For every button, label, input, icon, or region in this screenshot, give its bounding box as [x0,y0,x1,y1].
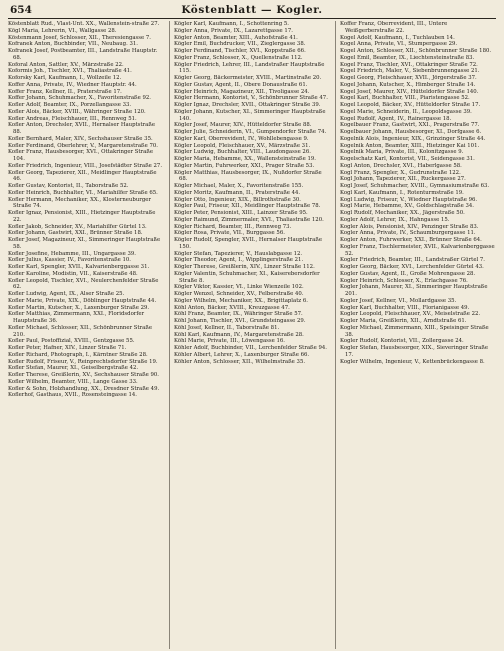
directory-entry: Kofler Friedrich, Ingenieur, VIII., Josefstädter Straße 27. [8,162,163,169]
directory-entry: Kögler Friedrich, Lehrer, III., Landstraßer Hauptstraße 115. [174,61,325,75]
directory-entry: Kofler Josefine, Hebamme, III., Ungargasse 39. [8,250,136,257]
directory-entry: Kögler Raimund, Zimmermaler, XVI., Thaliastraße 120. [174,216,324,223]
directory-entry: Kofler Wilhelm, Beamter, VIII., Lange Gasse 33. [8,378,138,385]
directory-columns [8,21,496,649]
running-head: Köstenblatt — Kogler. [181,4,323,16]
directory-entry: Kögler Wilhelm, Mechaniker, XX., Brigittaplatz 6. [174,297,308,304]
directory-entry: Kogler Adolf, Lehrer, IX., Hahngasse 15. [340,216,450,223]
directory-entry: Kogel Josef, Maurer, XIV., Hütteldorfer Straße 140. [340,88,479,95]
directory-entry: Kofler Julius, Kassier, IV., Favoritenstraße 10. [8,257,131,264]
directory-entry: Kogl Franz, Spengler, X., Gudrunstraße 122. [340,169,461,176]
directory-entry: Köhl Johann, Tischler, XVI., Grundsteingasse 29. [174,318,306,324]
directory-entry: Kogelnik Alois, Ingenieur, XIX., Grinzinger Straße 44. [340,135,486,142]
directory-column-3 [335,21,496,649]
directory-entry: Kogler Michael, Zimmermann, XIII., Speisinger Straße 38. [340,324,489,338]
directory-entry: Köhler Anton, Schlosser, XII., Wilhelmstraße 35. [174,358,306,365]
directory-entry: Kofler Jakob, Schneider, XV., Mariahilfer Gürtel 13. [8,223,147,230]
directory-entry: Koformis Joh., Tischler, XVI., Thaliastraße 41. [8,68,132,75]
directory-entry: Kofler Richard, Photograph, I., Kärntner Straße 28. [8,351,148,358]
directory-entry: Kofler Ignaz, Pensionist, XIII., Hietzinger Hauptstraße 22. [8,210,156,223]
directory-entry: Kögler Stefan, Tapezierer, V., Hauslabgasse 12. [174,250,303,257]
directory-entry: Kögler Matthias, Hausbesorger, IX., Nußdorfer Straße 68. [174,169,322,183]
directory-entry: Kögler Johann, Kutscher, XI., Simmeringer Hauptstraße 140. [174,108,326,122]
directory-entry: Kogler Leopold, Fleischhauer, XV., Meiselstraße 22. [340,311,481,318]
directory-entry: Kofler Marie, Private, XIX., Döblinger Hauptstraße 44. [8,297,157,304]
directory-entry: Kögler Martin, Fuhrwerker, XXI., Prager Straße 53. [174,162,315,169]
directory-entry: Kogel Anna, Private, VI., Stumpergasse 29. [340,41,458,48]
directory-entry: Kofranek Anton, Buchbinder, VII., Neubaug. 31. [8,41,138,48]
directory-entry: Koflerhof, Gasthaus, XVII., Rosensteingasse 14. [8,392,137,399]
directory-entry: Kögler Theodor, Agent, I., Wipplingerstraße 21. [174,257,304,264]
directory-entry: Kogler Alois, Pensionist, XIV., Penzinger Straße 83. [340,223,479,230]
directory-entry: Kogler Wilhelm, Ingenieur, V., Kettenbrückengasse 8. [340,358,485,365]
directory-entry: Kofler Therese, Greißlerin, XV., Sechshauser Straße 90. [8,372,159,378]
directory-entry: Kofler & Sohn, Holzhandlung, XX., Dresdner Straße 49. [8,385,160,392]
directory-entry: Kofler Peter, Hafner, XIV., Linzer Straße 71. [8,345,127,351]
directory-entry: Koffer Johann, Schuhmacher, X., Favoritenstraße 92. [8,95,151,102]
directory-entry: Kofler Karl, Spengler, XVII., Kalvarienberggasse 31. [8,264,150,270]
directory-entry: Kofler Anton, Drechsler, XVII., Hernalser Hauptstraße 88. [8,122,156,135]
directory-entry: Köstenmann Josef, Schlosser, XII., Theresiengasse 7. [8,34,151,41]
directory-entry: Köstenblatt Rud., Vlast-Unt. XX., Wallenstein-straße 27. [8,21,160,27]
directory-entry: Kogel Marie, Schneiderin, II., Leopoldsgasse 39. [340,108,472,115]
directory-entry: Kofler Hermann, Mechaniker, XX., Klosterneuburger Straße 74. [8,196,151,210]
directory-entry: Kofler Leopold, Tischler, XVI., Neulerchenfelder Straße 62. [8,277,159,291]
directory-entry: Kofler Karoline, Modistin, VII., Kaiserstraße 48. [8,270,138,277]
directory-entry: Köhl Josef, Kellner, II., Taborstraße 81. [174,324,280,331]
directory-entry: Kögler Anna, Private, IX., Lazarettgasse 17. [174,27,293,34]
directory-entry: Kögler Rosa, Private, VII., Burggasse 56. [174,230,285,237]
directory-entry: Kogel Johann, Kutscher, X., Himberger Straße 14. [340,81,476,88]
directory-entry: Kögler Moritz, Kaufmann, II., Praterstraße 44. [174,189,301,196]
directory-entry: Kogel Anton, Schlosser, XII., Schönbrunner Straße 180. [340,48,492,54]
directory-entry: Köhler Albert, Lehrer, X., Laxenburger Straße 66. [174,351,310,358]
directory-entry: Kogelnik Anton, Beamter, XIII., Hietzinger Kai 101. [340,142,480,149]
directory-entry: Köhl Marie, Private, III., Löwengasse 16. [174,338,285,345]
directory-entry: Kofler Adolf, Beamter, IX., Porzellangasse 33. [8,102,132,108]
directory-entry: Kofler Johann, Gastwirt, XXI., Brünner Straße 18. [8,230,143,237]
directory-entry: Kogel Karl, Buchhalter, VIII., Piaristengasse 52. [340,95,470,102]
directory-entry: Kögler Hermann, Kontorist, V., Schönbrunner Straße 47. [174,95,328,102]
directory-entry: Koffer Franz, Kellner, II., Praterstraße 17. [8,88,122,95]
directory-entry: Kögler Ignaz, Drechsler, XVII., Ottakringer Straße 39. [174,102,321,108]
directory-entry: Köhl Karl, Kaufmann, IV., Margaretenstraße 28. [174,331,304,338]
directory-entry: Kogl Johann, Tapezierer, XII., Ruckergasse 27. [340,176,466,183]
directory-entry: Kofler Rudolf, Friseur, V., Reinprechtsdorfer Straße 19. [8,358,158,365]
directory-entry: Kögler Franz, Schlosser, X., Quellenstraße 112. [174,54,303,61]
directory-entry: Kofler Franz, Hausbesorger, XVI., Ottakringer Straße 104. [8,149,154,162]
directory-entry: Kogler Anton, Fuhrwerker, XXI., Brünner Straße 64. [340,237,482,243]
directory-entry: Koforsky Karl, Kaufmann, I., Wollzeile 12. [8,75,122,81]
page-number: 654 [10,4,32,16]
directory-entry: Kofler Stefan, Maurer, XI., Geiselbergstraße 42. [8,365,139,372]
directory-entry: Koffer Franz, Oberrevident, III., Untere Weißgerberstraße 22. [340,21,448,34]
directory-entry: Kogler Karl, Buchhalter, VIII., Florianigasse 49. [340,304,470,311]
directory-entry: Kogler Friedrich, Beamter, III., Landstraßer Gürtel 7. [340,257,485,264]
directory-entry: Kofler Ludwig, Agent, IX., Alser Straße 25. [8,291,125,297]
directory-entry: Kögler Karl, Oberrevident, IV., Wohllebengasse 9. [174,135,309,142]
directory-entry: Kogler Georg, Bäcker, XVI., Lerchenfelder Gürtel 43. [340,264,484,270]
directory-entry: Kogelbauer Franz, Gastwirt, XXI., Pragerstraße 77. [340,122,480,129]
directory-entry: Kogel Leopold, Bäcker, XV., Hütteldorfer Straße 17. [340,102,481,108]
directory-entry: Kogel Emil, Beamter, IX., Liechtensteinstraße 83. [340,54,475,61]
directory-entry: Kogl Anton, Drechsler, XVI., Haberlgasse 58. [340,162,462,169]
directory-entry: Kogelnik Maria, Private, III., Kolonitzgasse 9. [340,149,464,156]
directory-entry: Kögler Gustav, Agent, II., Obere Donaustraße 61. [174,81,308,88]
directory-entry: Kogler Johann, Maurer, XI., Simmeringer Hauptstraße 201. [340,284,488,297]
directory-entry: Kofler Alois, Bäcker, XVIII., Währinger Straße 120. [8,108,146,115]
directory-entry: Kögler Richard, Beamter, III., Rennweg 73. [174,223,292,230]
directory-entry: Kogler Rudolf, Kontorist, VII., Zollergasse 24. [340,338,464,345]
directory-entry: Köhl Franz, Beamter, IX., Währinger Straße 57. [174,311,303,318]
directory-entry: Kogl Rudolf, Mechaniker, XX., Jägerstraße 50. [340,210,465,216]
directory-entry: Kögler Rudolf, Spengler, XVII., Hernalser Hauptstraße 150. [174,237,323,250]
directory-entry: Kögler Georg, Bäckermeister, XVIII., Martinstraße 20. [174,75,322,81]
directory-entry: Kofler Matthias, Zimmermann, XXI., Floridsdorfer Hauptstraße 36. [8,311,145,324]
directory-entry: Kofranek Josef, Postbeamter, III., Landstraße Hauptstr. 68. [8,48,158,61]
directory-entry: Kogler Gustav, Agent, II., Große Mohrengasse 28. [340,270,476,277]
directory-entry: Kogelschatz Karl, Kontorist, VII., Seidengasse 31. [340,156,475,162]
directory-entry: Kogler Stefan, Hausbesorger, XIX., Sieveringer Straße 17. [340,345,489,358]
directory-entry: Koforal Anton, Sattler, XV., Märzstraße 22. [8,61,124,68]
directory-entry: Kogel Georg, Fleischhauer, XVII., Jörgerstraße 37. [340,75,477,81]
directory-entry: Kogl Marie, Hebamme, XV., Goldschlagstraße 34. [340,203,474,210]
directory-entry: Kogl Ludwig, Friseur, V., Wiedner Hauptstraße 96. [340,196,478,203]
directory-entry: Kogel Franz, Tischler, XVI., Ottakringer Straße 72. [340,61,478,68]
directory-entry: Kögler Wenzel, Schneider, XV., Felberstraße 40. [174,291,304,297]
directory-entry: Kögler Ludwig, Buchhalter, VIII., Laudongasse 26. [174,149,311,156]
directory-entry: Kogel Friedrich, Maler, V., Siebenbrunnengasse 21. [340,68,480,75]
directory-entry: Kögler Karl, Kaufmann, I., Schottenring 5. [174,21,289,27]
directory-entry: Kogelbauer Johann, Hausbesorger, XI., Dorfgasse 6. [340,129,482,135]
directory-entry: Kögler Emil, Buchdrucker, VII., Zieglergasse 38. [174,41,306,48]
directory-entry: Kögler Julie, Schneiderin, VI., Gumpendorfer Straße 74. [174,129,327,135]
directory-entry: Kögler Paul, Friseur, XII., Meidlinger Hauptstraße 78. [174,203,321,210]
directory-entry: Kogler Heinrich, Schlosser, X., Erlachgasse 76. [340,277,468,284]
directory-entry: Kögler Leopold, Fleischhauer, XV., Märzstraße 31. [174,142,311,149]
directory-entry: Kogl Josef, Schuhmacher, XVIII., Gymnasiumstraße 63. [340,183,490,189]
directory-entry: Kofler Georg, Tapezierer, XII., Meidlinger Hauptstraße 46. [8,169,157,183]
directory-entry: Kögler Valentin, Schuhmacher, XI., Kaiserebersdorfer Straße 8. [174,270,320,284]
directory-entry: Kogler Anna, Private, IV., Schaumburgergasse 11. [340,230,476,237]
directory-entry: Kogl Karl, Kaufmann, I., Rotenturmstraße 19. [340,189,464,196]
directory-entry: Kögler Heinrich, Magazineur, XII., Tivoligasse 24. [174,88,310,95]
directory-entry: Kögler Viktor, Kassier, VI., Linke Wienzeile 102. [174,284,304,291]
directory-entry: Kofler Ferdinand, Oberlehrer, V., Margaretenstraße 70. [8,142,158,149]
directory-entry: Köhl Anton, Bäcker, XVIII., Kreuzgasse 47. [174,304,290,311]
directory-entry: Kögler Peter, Pensionist, XIII., Lainzer Straße 95. [174,210,308,216]
directory-entry: Kofler Andreas, Fleischhauer, III., Rennweg 51. [8,115,137,122]
directory-entry: Kögl Maria, Lehrerin, VI., Wallgasse 28. [8,27,117,34]
directory-entry: Kofler Michael, Schlosser, XII., Schönbrunner Straße 210. [8,324,153,338]
directory-entry: Kofler Martin, Kutscher, X., Laxenburger Straße 29. [8,304,150,311]
directory-entry: Kögler Josef, Maurer, XIV., Hütteldorfer Straße 88. [174,122,312,129]
directory-entry: Kogel Adolf, Kaufmann, I., Tuchlauben 14. [340,34,455,41]
directory-entry: Kögler Anton, Beamter, XIII., Auhofstraße 41. [174,34,298,41]
directory-entry: Kogler Josef, Kellner, VI., Mollardgasse 35. [340,297,457,304]
directory-entry: Kögler Otto, Ingenieur, XIX., Billrothstraße 30. [174,196,301,203]
directory-entry: Kofler Josef, Magazineur, XI., Simmeringer Hauptstraße 58. [8,237,161,250]
directory-entry: Kogel Rudolf, Agent, IV., Rainergasse 18. [340,115,452,122]
directory-entry: Kögler Maria, Hebamme, XX., Wallensteinstraße 19. [174,156,316,162]
page-header [8,4,496,19]
directory-entry: Kofler Paul, Postoffizial, XVIII., Gentzgasse 55. [8,338,135,345]
directory-entry: Kögler Michael, Maler, X., Favoritenstraße 155. [174,183,304,189]
directory-entry: Kogler Franz, Tischlermeister, XVII., Kalvarienberggasse 52. [340,243,495,257]
directory-entry: Kofler Bernhard, Maler, XIV., Sechshauser Straße 35. [8,135,153,142]
directory-entry: Köhler Adolf, Buchbinder, VII., Lerchenfelder Straße 94. [174,345,327,351]
directory-entry: Kogler Maria, Greißlerin, XII., Arndtstraße 61. [340,318,467,324]
directory-column-1 [8,21,164,649]
directory-entry: Kofler Gustav, Kontorist, II., Taborstraße 52. [8,183,129,189]
directory-entry: Koffer Anna, Private, IV., Wiedner Hauptstr. 44. [8,81,137,88]
directory-column-2 [169,21,330,649]
directory-entry: Kögler Ferdinand, Tischler, XVI., Koppstraße 66. [174,48,306,54]
directory-entry: Kofler Heinrich, Buchhalter, VI., Mariahilfer Straße 65. [8,189,158,196]
directory-entry: Kögler Therese, Greißlerin, XIV., Linzer Straße 112. [174,264,315,270]
